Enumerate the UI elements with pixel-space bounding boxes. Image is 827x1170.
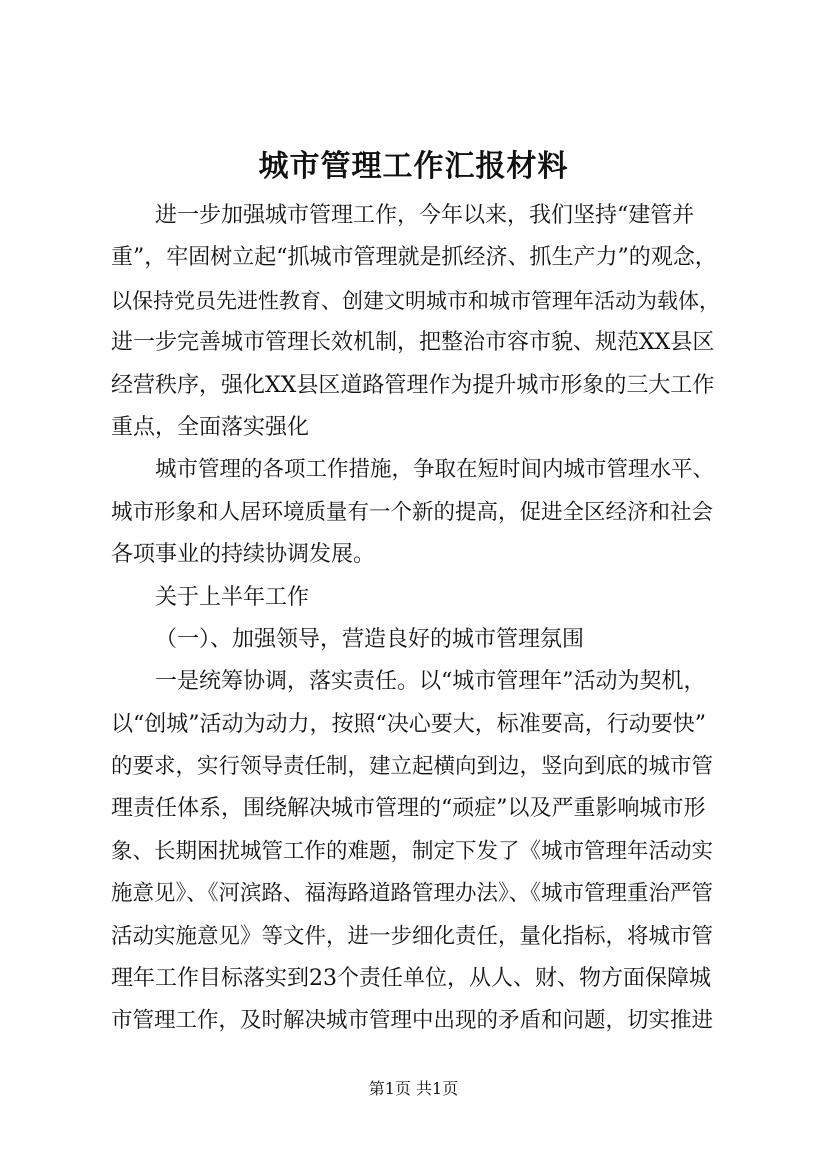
text-line: 一是统筹协调，落实责任。以“城市管理年”活动为契机， <box>155 669 706 695</box>
text-line: 城市管理的各项工作措施，争取在短时间内城市管理水平、 <box>155 457 715 483</box>
text-line: 以保持党员先进性教育、创建文明城市和城市管理年活动为载体， <box>111 288 720 313</box>
text-line: 市管理工作，及时解决城市管理中出现的矛盾和问题，切实推进 <box>111 1008 714 1034</box>
text-line: 进一步加强城市管理工作，今年以来，我们坚持“建管并 <box>155 203 695 228</box>
text-line: 以“创城”活动为动力，按照“决心要大，标准要高，行动要快” <box>111 711 706 737</box>
text-line: 重”，牢固树立起“抓城市管理就是抓经济、抓生产力”的观念， <box>111 245 717 271</box>
subsection-heading: （一）、加强领导，营造良好的城市管理氛围 <box>155 626 585 652</box>
text-line: 各项事业的持续协调发展。 <box>111 542 376 568</box>
text-line: 经营秩序，强化XX县区道路管理作为提升城市形象的三大工作 <box>111 372 715 398</box>
text-line: 的要求，实行领导责任制，建立起横向到边，竖向到底的城市管 <box>111 754 714 780</box>
text-line: 重点，全面落实强化 <box>111 414 310 440</box>
text-line: 活动实施意见》等文件，进一步细化责任，量化指标，将城市管 <box>111 923 714 949</box>
document-title: 城市管理工作汇报材料 <box>258 149 569 184</box>
text-line: 施意见》、《河滨路、福海路道路管理办法》、《城市管理重治严管 <box>111 881 714 907</box>
text-line: 理责任体系，围绕解决城市管理的“顽症”以及严重影响城市形 <box>111 796 706 822</box>
text-line: 象、长期困扰城管工作的难题，制定下发了《城市管理年活动实 <box>111 838 714 864</box>
text-line: 进一步完善城市管理长效机制，把整治市容市貌、规范XX县区 <box>111 330 715 356</box>
text-line: 理年工作目标落实到23个责任单位，从人、财、物方面保障城 <box>111 966 711 992</box>
document-body <box>111 195 721 1043</box>
section-heading: 关于上半年工作 <box>155 584 310 610</box>
text-line: 城市形象和人居环境质量有一个新的提高，促进全区经济和社会 <box>111 499 714 525</box>
page-number-footer: 第1页 共1页 <box>368 1079 459 1098</box>
